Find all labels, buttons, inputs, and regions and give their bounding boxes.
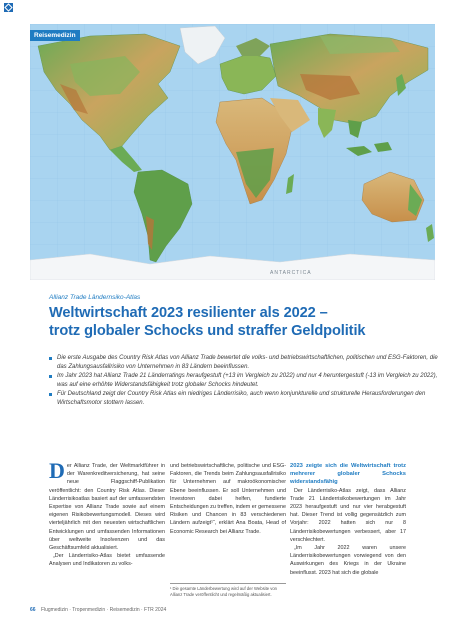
article-kicker: Allianz Trade Ländernsiko-Atlas [49,294,141,301]
footnote: ¹ Die gesamte Länderbewertung wird auf der Website von Allianz Trade veröffentlicht und regelmäßig aktualisiert. [170,583,286,597]
section-tag: Reisemedizin [30,30,80,41]
article-headline [49,304,439,340]
headline-line-1: Weltwirtschaft 2023 resilienter als 2022 – [49,305,328,321]
summary-bullet: Im Jahr 2023 hat Allianz Trade 21 Länderratings heraufgestuft (+13 im Vergleich zu 2022) und nur 4 heruntergestuft (-13 im Vergleich zu 2022), was auf eine erhöhte Widerstandsfähigkeit trotz globaler Schocks hindeutet. [49,372,439,390]
bullet-square-icon [49,357,52,360]
body-column-3 [290,462,406,577]
body-column-1 [49,458,165,569]
summary-bullets [49,354,439,409]
body-paragraph: „Der Länderrisiko-Atlas bietet umfassende Analysen und Indikatoren zu volks- [49,553,165,568]
page-footer [30,607,166,613]
body-paragraph: Der Allianz Trade, der Weltmarktführer in der Warenkreditversicherung, hat seine neue Flaggschiff-Publikation veröffentlicht: den Country Risk Atlas. Dieser Länderrisikoatlas basiert auf der umfassendsten Expertise von Allianz Trade sowie auf einem eigenen Risikobewertungsmodell. Dieses wird vierteljährlich mit den neuesten wirtschaftlichen Entwicklungen und umfassenden Informationen über weltweite Insolvenzen und das Geschäftsumfeld aktualisiert. [49,458,165,552]
headline-line-2: trotz globaler Schocks und straffer Geldpolitik [49,323,366,339]
bullet-square-icon [49,375,52,378]
bullet-square-icon [49,393,52,396]
publication-name: Flugmedizin · Tropenmedizin · Reisemedizin · FTR 2024 [40,607,167,613]
page-number: 66 [30,607,36,613]
world-map-image [30,24,435,280]
map-label-antarctica: ANTARCTICA [270,270,312,276]
page-corner-icon [4,3,13,12]
body-paragraph: und betriebswirtschaftliche, politische und ESG-Faktoren, die Trends beim Zahlungsausfallrisiko für Unternehmen auf makroökonomischer Ebene beeinflussen. Er soll Unternehmen und Investoren dabei helfen, fundierte Entscheidungen zu treffen, indem er gemessene Risiken und Chancen in 83 verschiedenen Ländern aufzeigt¹“, erklärt Ana Boata, Head of Economic Research bei Allianz Trade. [170,463,286,535]
body-column-2 [170,462,286,536]
body-paragraph: Der Länderrisiko-Atlas zeigt, dass Allianz Trade 21 Länderrisikobewertungen im Jahr 2023 heraufgestuft und nur vier herabgestuft hat. Dieser Trend ist vollig gegensätzlich zum Vorjahr: 2022 hatten sich nur 8 Länderrisikobewertungen verbessert, aber 17 verschlechtert. [290,487,406,543]
summary-bullet: Die erste Ausgabe des Country Risk Atlas von Allianz Trade bewertet die volks- und betriebswirtschaftlichen, politischen und ESG-Faktoren, die das Zahlungsausfallrisiko von Unternehmen in 83 Ländern beeinflussen. [49,354,439,372]
body-paragraph: „Im Jahr 2022 waren unsere Länderrisikobewertungen vorwiegend von den Auswirkungen des Kriegs in der Ukraine beeinflusst. 2023 hat sich die globale [290,545,406,576]
drop-cap: D [49,458,65,483]
summary-bullet: Für Deutschland zeigt der Country Risk Atlas ein niedriges Länderrisiko, auch wenn konjunkturelle und strukturelle Herausforderungen den Wirtschaftsmotor stottern lassen. [49,390,439,408]
column-subhead: 2023 zeigte sich die Weltwirtschaft trotz mehrerer globaler Schocks widerstandsfähig [290,463,406,486]
